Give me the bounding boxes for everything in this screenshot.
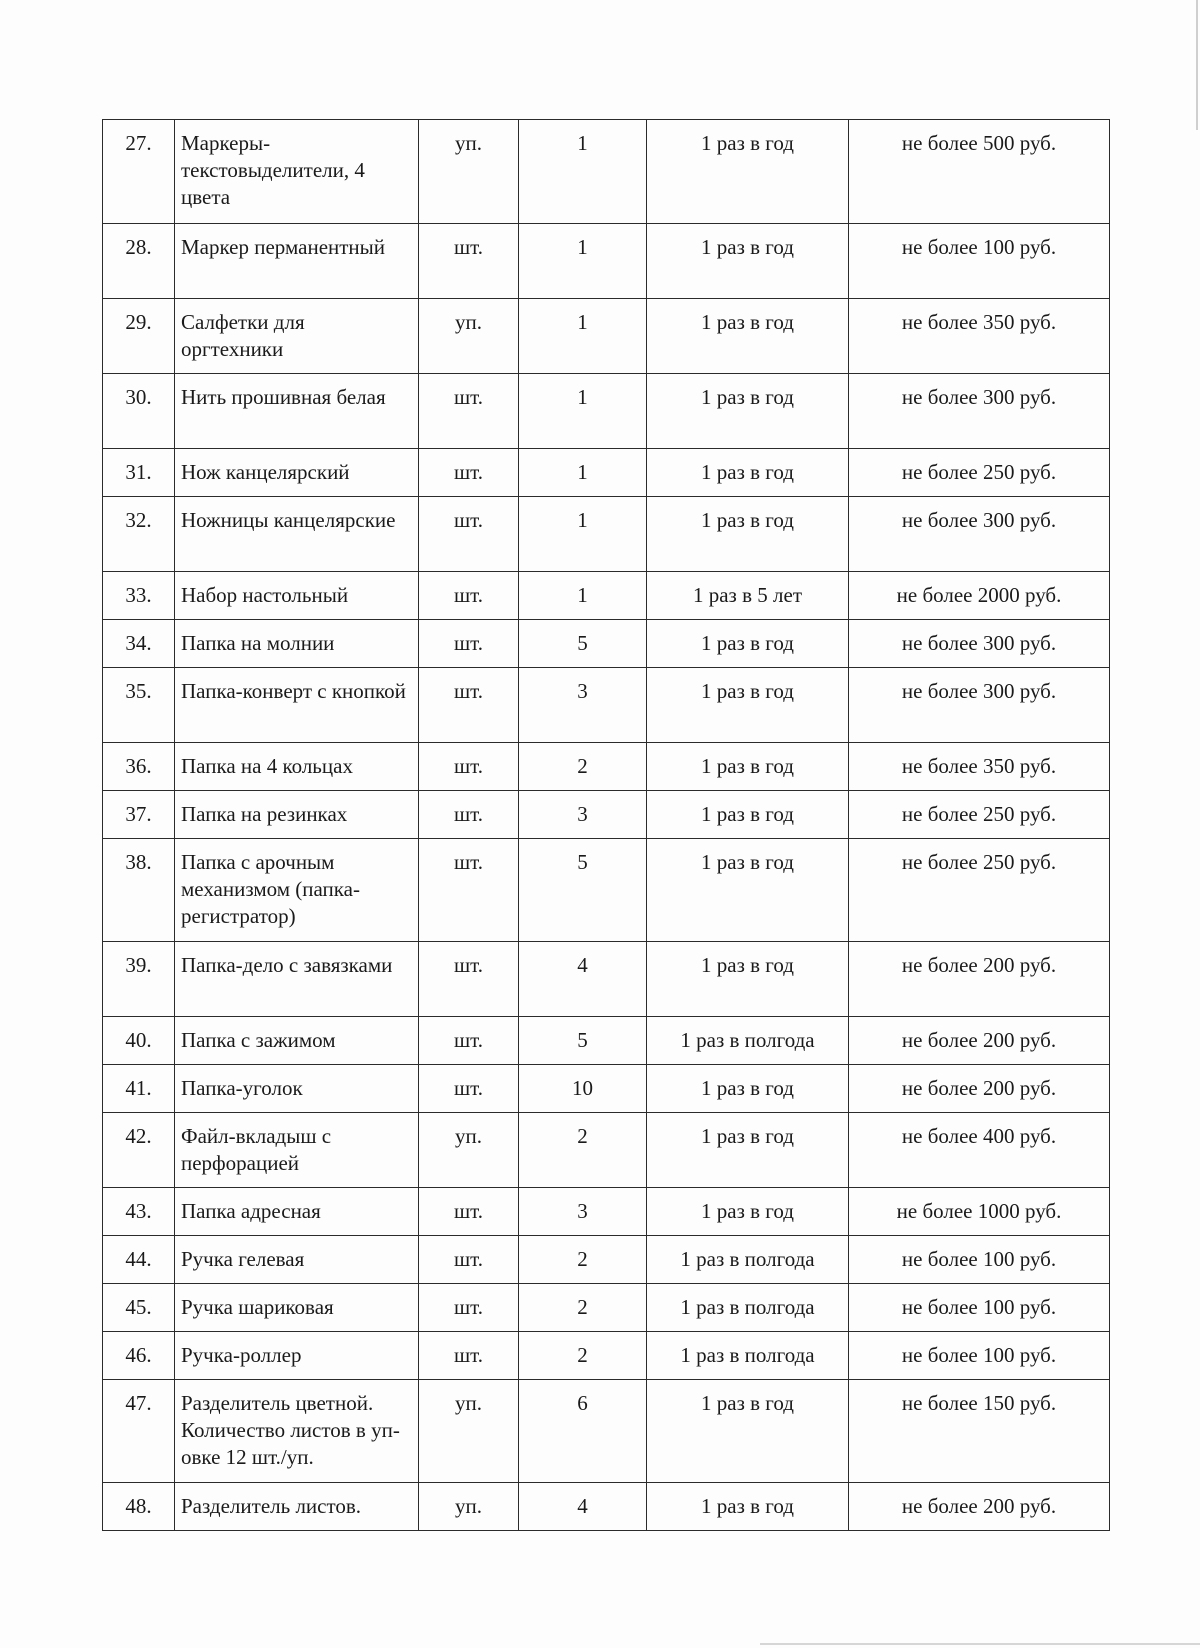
cell-unit: уп. bbox=[419, 1380, 519, 1483]
table-row bbox=[103, 497, 1110, 572]
cell-row-number: 39. bbox=[103, 942, 175, 1017]
cell-quantity: 4 bbox=[519, 942, 647, 1017]
cell-price-limit: не более 350 руб. bbox=[849, 299, 1110, 374]
cell-unit: шт. bbox=[419, 374, 519, 449]
cell-item-name: Ручка шариковая bbox=[175, 1284, 419, 1332]
cell-unit: шт. bbox=[419, 668, 519, 743]
cell-row-number: 38. bbox=[103, 839, 175, 942]
cell-row-number: 45. bbox=[103, 1284, 175, 1332]
cell-quantity: 10 bbox=[519, 1065, 647, 1113]
cell-unit: шт. bbox=[419, 1065, 519, 1113]
cell-price-limit: не более 200 руб. bbox=[849, 1017, 1110, 1065]
cell-unit: уп. bbox=[419, 1113, 519, 1188]
table-row bbox=[103, 1284, 1110, 1332]
cell-item-name: Разделитель цветной. Количество листов в уп-овке 12 шт./уп. bbox=[175, 1380, 419, 1483]
cell-unit: уп. bbox=[419, 1483, 519, 1531]
table-row bbox=[103, 839, 1110, 942]
cell-row-number: 34. bbox=[103, 620, 175, 668]
table-row bbox=[103, 1236, 1110, 1284]
cell-frequency: 1 раз в год bbox=[647, 1113, 849, 1188]
cell-frequency: 1 раз в год bbox=[647, 1065, 849, 1113]
cell-frequency: 1 раз в год bbox=[647, 620, 849, 668]
cell-unit: шт. bbox=[419, 942, 519, 1017]
table-row bbox=[103, 1065, 1110, 1113]
cell-item-name: Набор настольный bbox=[175, 572, 419, 620]
cell-quantity: 5 bbox=[519, 1017, 647, 1065]
table-body bbox=[103, 120, 1110, 1531]
cell-item-name: Ножницы канцелярские bbox=[175, 497, 419, 572]
cell-price-limit: не более 400 руб. bbox=[849, 1113, 1110, 1188]
table-row bbox=[103, 791, 1110, 839]
cell-item-name: Папка адресная bbox=[175, 1188, 419, 1236]
cell-price-limit: не более 250 руб. bbox=[849, 449, 1110, 497]
cell-row-number: 48. bbox=[103, 1483, 175, 1531]
cell-unit: шт. bbox=[419, 1188, 519, 1236]
cell-price-limit: не более 100 руб. bbox=[849, 224, 1110, 299]
cell-quantity: 2 bbox=[519, 1113, 647, 1188]
cell-quantity: 2 bbox=[519, 1236, 647, 1284]
table-row bbox=[103, 1380, 1110, 1483]
table-row bbox=[103, 1113, 1110, 1188]
cell-item-name: Разделитель листов. bbox=[175, 1483, 419, 1531]
cell-row-number: 35. bbox=[103, 668, 175, 743]
table-row bbox=[103, 374, 1110, 449]
cell-unit: шт. bbox=[419, 497, 519, 572]
cell-item-name: Папка на 4 кольцах bbox=[175, 743, 419, 791]
cell-quantity: 3 bbox=[519, 668, 647, 743]
cell-quantity: 1 bbox=[519, 374, 647, 449]
cell-row-number: 32. bbox=[103, 497, 175, 572]
cell-price-limit: не более 300 руб. bbox=[849, 497, 1110, 572]
cell-frequency: 1 раз в год bbox=[647, 224, 849, 299]
cell-item-name: Маркер перманентный bbox=[175, 224, 419, 299]
table-row bbox=[103, 1188, 1110, 1236]
cell-quantity: 2 bbox=[519, 743, 647, 791]
cell-frequency: 1 раз в год bbox=[647, 120, 849, 224]
cell-price-limit: не более 1000 руб. bbox=[849, 1188, 1110, 1236]
cell-quantity: 5 bbox=[519, 620, 647, 668]
cell-price-limit: не более 100 руб. bbox=[849, 1284, 1110, 1332]
cell-quantity: 3 bbox=[519, 1188, 647, 1236]
cell-price-limit: не более 250 руб. bbox=[849, 791, 1110, 839]
cell-frequency: 1 раз в полгода bbox=[647, 1236, 849, 1284]
scan-edge-bottom bbox=[760, 1643, 1200, 1645]
cell-frequency: 1 раз в год bbox=[647, 449, 849, 497]
cell-frequency: 1 раз в год bbox=[647, 743, 849, 791]
cell-item-name: Салфетки для оргтехники bbox=[175, 299, 419, 374]
cell-price-limit: не более 500 руб. bbox=[849, 120, 1110, 224]
cell-item-name: Папка-дело с завязками bbox=[175, 942, 419, 1017]
cell-row-number: 42. bbox=[103, 1113, 175, 1188]
cell-item-name: Папка на молнии bbox=[175, 620, 419, 668]
cell-item-name: Файл-вкладыш с перфорацией bbox=[175, 1113, 419, 1188]
cell-frequency: 1 раз в год bbox=[647, 1483, 849, 1531]
cell-price-limit: не более 200 руб. bbox=[849, 942, 1110, 1017]
cell-item-name: Маркеры-текстовыделители, 4 цвета bbox=[175, 120, 419, 224]
cell-unit: шт. bbox=[419, 1236, 519, 1284]
cell-price-limit: не более 150 руб. bbox=[849, 1380, 1110, 1483]
cell-item-name: Папка с зажимом bbox=[175, 1017, 419, 1065]
cell-price-limit: не более 300 руб. bbox=[849, 668, 1110, 743]
cell-price-limit: не более 300 руб. bbox=[849, 374, 1110, 449]
cell-frequency: 1 раз в год bbox=[647, 668, 849, 743]
cell-frequency: 1 раз в год bbox=[647, 942, 849, 1017]
cell-row-number: 37. bbox=[103, 791, 175, 839]
cell-row-number: 46. bbox=[103, 1332, 175, 1380]
table-row bbox=[103, 120, 1110, 224]
cell-frequency: 1 раз в год bbox=[647, 299, 849, 374]
cell-quantity: 1 bbox=[519, 572, 647, 620]
cell-quantity: 2 bbox=[519, 1284, 647, 1332]
cell-price-limit: не более 2000 руб. bbox=[849, 572, 1110, 620]
cell-price-limit: не более 200 руб. bbox=[849, 1065, 1110, 1113]
cell-quantity: 2 bbox=[519, 1332, 647, 1380]
cell-unit: шт. bbox=[419, 791, 519, 839]
cell-quantity: 1 bbox=[519, 449, 647, 497]
cell-item-name: Папка-уголок bbox=[175, 1065, 419, 1113]
cell-price-limit: не более 300 руб. bbox=[849, 620, 1110, 668]
cell-unit: уп. bbox=[419, 120, 519, 224]
supplies-table bbox=[102, 119, 1110, 1531]
cell-row-number: 27. bbox=[103, 120, 175, 224]
cell-item-name: Ручка гелевая bbox=[175, 1236, 419, 1284]
cell-unit: шт. bbox=[419, 1284, 519, 1332]
cell-quantity: 3 bbox=[519, 791, 647, 839]
cell-item-name: Папка-конверт с кнопкой bbox=[175, 668, 419, 743]
table-row bbox=[103, 668, 1110, 743]
cell-unit: шт. bbox=[419, 1017, 519, 1065]
cell-row-number: 36. bbox=[103, 743, 175, 791]
table-row bbox=[103, 942, 1110, 1017]
cell-row-number: 44. bbox=[103, 1236, 175, 1284]
cell-quantity: 1 bbox=[519, 120, 647, 224]
table-row bbox=[103, 224, 1110, 299]
cell-frequency: 1 раз в год bbox=[647, 1380, 849, 1483]
table-row bbox=[103, 620, 1110, 668]
cell-row-number: 31. bbox=[103, 449, 175, 497]
cell-row-number: 43. bbox=[103, 1188, 175, 1236]
cell-item-name: Ручка-роллер bbox=[175, 1332, 419, 1380]
cell-quantity: 6 bbox=[519, 1380, 647, 1483]
cell-unit: шт. bbox=[419, 743, 519, 791]
cell-price-limit: не более 350 руб. bbox=[849, 743, 1110, 791]
cell-frequency: 1 раз в год bbox=[647, 839, 849, 942]
cell-price-limit: не более 200 руб. bbox=[849, 1483, 1110, 1531]
cell-row-number: 41. bbox=[103, 1065, 175, 1113]
scan-edge-right bbox=[1196, 0, 1198, 130]
table-row bbox=[103, 299, 1110, 374]
table-row bbox=[103, 449, 1110, 497]
table-row bbox=[103, 1332, 1110, 1380]
table-row bbox=[103, 1483, 1110, 1531]
cell-frequency: 1 раз в полгода bbox=[647, 1332, 849, 1380]
cell-row-number: 28. bbox=[103, 224, 175, 299]
cell-frequency: 1 раз в год bbox=[647, 497, 849, 572]
table-row bbox=[103, 743, 1110, 791]
cell-price-limit: не более 100 руб. bbox=[849, 1332, 1110, 1380]
cell-row-number: 29. bbox=[103, 299, 175, 374]
cell-row-number: 40. bbox=[103, 1017, 175, 1065]
cell-frequency: 1 раз в полгода bbox=[647, 1284, 849, 1332]
cell-item-name: Папка с арочным механизмом (папка-регистратор) bbox=[175, 839, 419, 942]
cell-quantity: 1 bbox=[519, 299, 647, 374]
cell-quantity: 1 bbox=[519, 497, 647, 572]
cell-quantity: 1 bbox=[519, 224, 647, 299]
cell-frequency: 1 раз в год bbox=[647, 791, 849, 839]
cell-item-name: Папка на резинках bbox=[175, 791, 419, 839]
cell-unit: шт. bbox=[419, 620, 519, 668]
cell-frequency: 1 раз в год bbox=[647, 1188, 849, 1236]
cell-frequency: 1 раз в 5 лет bbox=[647, 572, 849, 620]
table-row bbox=[103, 572, 1110, 620]
cell-unit: шт. bbox=[419, 224, 519, 299]
cell-item-name: Нож канцелярский bbox=[175, 449, 419, 497]
cell-unit: шт. bbox=[419, 449, 519, 497]
cell-frequency: 1 раз в год bbox=[647, 374, 849, 449]
cell-item-name: Нить прошивная белая bbox=[175, 374, 419, 449]
table-row bbox=[103, 1017, 1110, 1065]
cell-quantity: 4 bbox=[519, 1483, 647, 1531]
cell-price-limit: не более 100 руб. bbox=[849, 1236, 1110, 1284]
cell-row-number: 47. bbox=[103, 1380, 175, 1483]
cell-row-number: 33. bbox=[103, 572, 175, 620]
cell-frequency: 1 раз в полгода bbox=[647, 1017, 849, 1065]
cell-quantity: 5 bbox=[519, 839, 647, 942]
cell-unit: шт. bbox=[419, 1332, 519, 1380]
cell-unit: уп. bbox=[419, 299, 519, 374]
cell-unit: шт. bbox=[419, 839, 519, 942]
cell-unit: шт. bbox=[419, 572, 519, 620]
cell-price-limit: не более 250 руб. bbox=[849, 839, 1110, 942]
cell-row-number: 30. bbox=[103, 374, 175, 449]
